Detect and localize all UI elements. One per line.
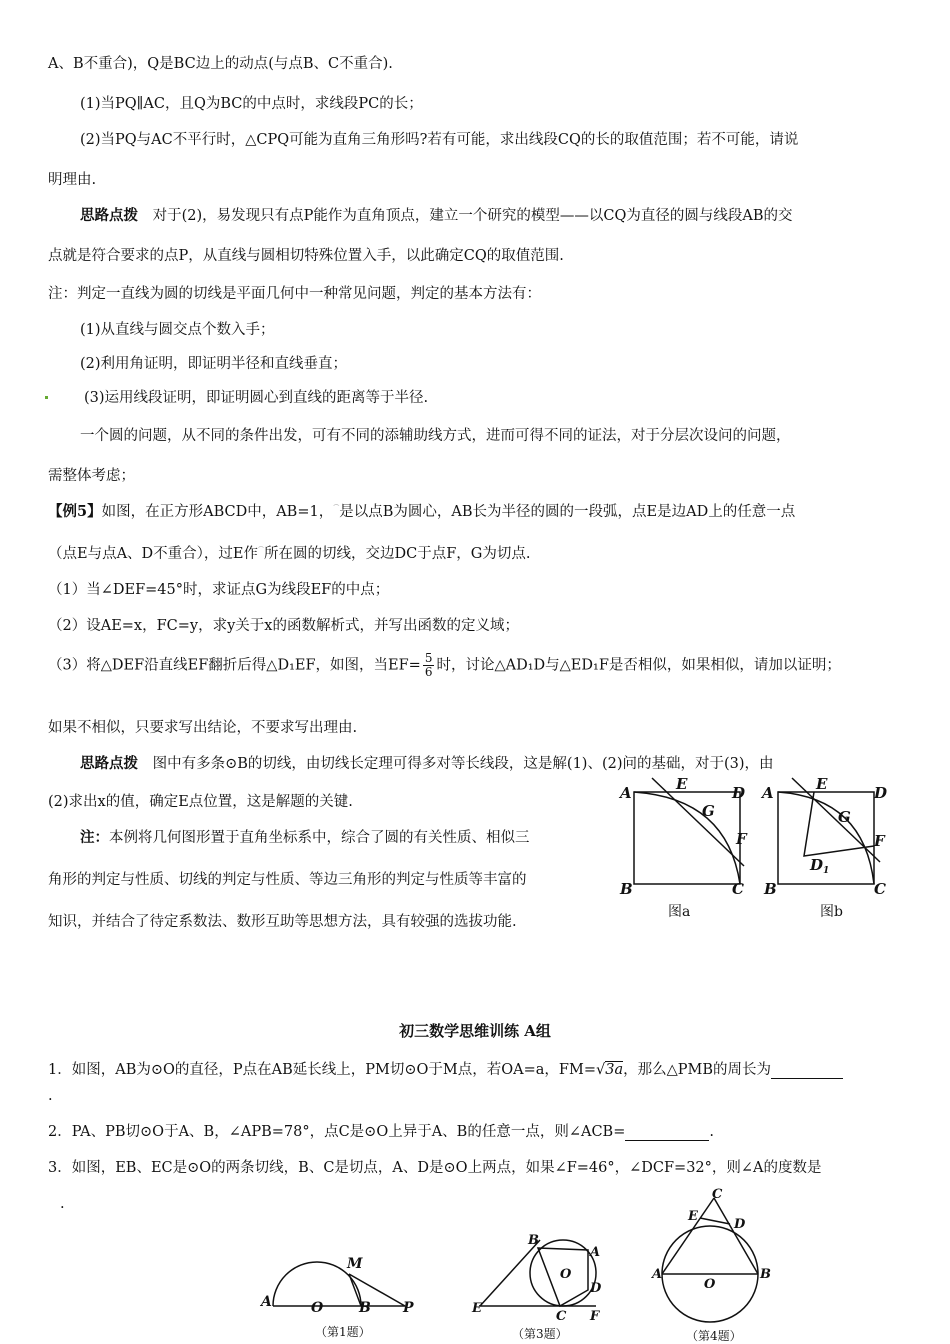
- text-line: 如果不相似，只要求写出结论，不要求写出理由.: [48, 720, 358, 736]
- problem-1: 1．如图，AB为⊙O的直径，P点在AB延长线上，PM切⊙O于M点，若OA=a，FM=√3a，那么△PMB的周长为: [48, 1058, 843, 1079]
- method-item: (3)运用线段证明，即证明圆心到直线的距离等于半径.: [84, 390, 429, 406]
- problem-2: 2．PA、PB切⊙O于A、B，∠APB=78°，点C是⊙O上异于A、B的任意一点，则∠ACB= .: [48, 1124, 714, 1140]
- svg-text:D: D: [590, 1281, 602, 1296]
- figure-a-caption: 图a: [668, 904, 691, 920]
- side-bc: [714, 1198, 758, 1274]
- svg-text:O: O: [560, 1267, 572, 1282]
- tangent-eb: [480, 1240, 540, 1306]
- text-line: （点E与点A、D不重合），过E作⌒所在圆的切线，交边DC于点F，G为切点.: [48, 546, 531, 562]
- svg-text:G: G: [838, 808, 851, 826]
- text-line: 角形的判定与性质、切线的判定与性质、等边三角形的判定与性质等丰富的: [48, 872, 527, 888]
- example-5: 【例5】如图，在正方形ABCD中，AB=1，⌒是以点B为圆心，AB长为半径的圆的一段弧，点E是边AD上的任意一点: [48, 503, 796, 520]
- text-line: 明理由.: [48, 172, 97, 188]
- text-line: A、B不重合)，Q是BC边上的动点(与点B、C不重合).: [48, 56, 393, 72]
- svg-text:O: O: [311, 1300, 324, 1316]
- svg-text:G: G: [702, 802, 715, 820]
- svg-text:A: A: [261, 1294, 272, 1310]
- figure-b-caption: 图b: [820, 904, 843, 920]
- svg-text:D: D: [732, 784, 746, 802]
- svg-text:C: C: [712, 1187, 723, 1202]
- answer-blank: [625, 1124, 709, 1141]
- method-item: (2)利用角证明，即证明半径和直线垂直；: [80, 356, 348, 372]
- sqrt-expression: √3a: [595, 1062, 624, 1078]
- text-line: (2)当PQ与AC不平行时，△CPQ可能为直角三角形吗?若有可能，求出线段CQ的长的取值范围；若不可能，请说: [80, 132, 799, 148]
- figure-square-ab: [612, 770, 902, 930]
- fraction: $\frac{5}{6}$: [424, 651, 433, 679]
- green-mark: [45, 396, 48, 399]
- svg-text:E: E: [676, 775, 688, 793]
- text-line: 一个圆的问题，从不同的条件出发，可有不同的添辅助线方式，进而可得不同的证法，对于分层次设问的问题，: [80, 428, 791, 444]
- svg-text:D: D: [734, 1217, 746, 1232]
- tangent-line: [652, 778, 744, 866]
- svg-text:E: E: [472, 1301, 482, 1316]
- svg-text:A: A: [590, 1245, 601, 1260]
- question-1: （1）当∠DEF=45°时，求证点G为线段EF的中点；: [48, 582, 390, 598]
- svg-text:P: P: [403, 1300, 414, 1316]
- arc-symbol-icon: ⌒: [258, 547, 265, 555]
- arc: [634, 792, 740, 884]
- hint-paragraph: 思路点拨 对于(2)，易发现只有点P能作为直角顶点，建立一个研究的模型——以CQ为直径的圆与线段AB的交: [80, 208, 793, 224]
- figure-problem-1: [255, 1230, 425, 1344]
- svg-text:D: D: [874, 784, 888, 802]
- figure-a: [634, 778, 744, 884]
- figure-problem-3: [468, 1228, 618, 1344]
- hint-label: 思路点拨: [80, 208, 138, 224]
- text-line: 需整体考虑；: [48, 468, 135, 484]
- answer-blank: [771, 1062, 843, 1079]
- example-label: 【例5】: [48, 503, 102, 520]
- svg-text:A: A: [620, 784, 632, 802]
- text-line: .: [60, 1196, 65, 1212]
- svg-text:B: B: [620, 880, 633, 898]
- hint-paragraph: 思路点拨 图中有多条⊙B的切线，由切线长定理可得多对等长线段，这是解(1)、(2)问的基础，对于(3)，由: [80, 756, 774, 772]
- text-line: 注：判定一直线为圆的切线是平面几何中一种常见问题，判定的基本方法有：: [48, 286, 541, 302]
- hint-label: 思路点拨: [80, 756, 138, 772]
- text-line: (2)求出x的值，确定E点位置，这是解题的关键.: [48, 794, 353, 810]
- note-label: 注：: [80, 830, 109, 846]
- question-2: （2）设AE=x，FC=y，求y关于x的函数解析式，并写出函数的定义域；: [48, 618, 519, 634]
- note-paragraph: 注：本例将几何图形置于直角坐标系中，综合了圆的有关性质、相似三: [80, 830, 530, 846]
- svg-text:E: E: [816, 775, 828, 793]
- svg-text:A: A: [652, 1267, 663, 1282]
- method-item: (1)从直线与圆交点个数入手；: [80, 322, 275, 338]
- svg-text:D1: $D_1$: [810, 856, 830, 876]
- svg-text:B: B: [528, 1233, 539, 1248]
- question-3: （3）将△DEF沿直线EF翻折后得△D₁EF，如图，当EF= $\frac{5}{6}$ 时，讨论△AD₁D与△ED₁F是否相似，如果相似，请加以证明；: [48, 651, 841, 679]
- svg-text:A: A: [762, 784, 774, 802]
- caption-problem-3: （第3题）: [512, 1327, 568, 1341]
- caption-problem-1: （第1题）: [315, 1325, 371, 1339]
- svg-text:B: B: [764, 880, 777, 898]
- problem-3: 3．如图，EB、EC是⊙O的两条切线，B、C是切点，A、D是⊙O上两点，如果∠F=46°，∠DCF=32°，则∠A的度数是: [48, 1160, 822, 1176]
- text-line: (1)当PQ∥AC，且Q为BC的中点时，求线段PC的长；: [80, 96, 423, 112]
- text-line: 知识，并结合了待定系数法、数形互助等思想方法，具有较强的选拔功能.: [48, 914, 517, 930]
- svg-text:F: F: [736, 830, 747, 848]
- svg-text:C: C: [556, 1309, 567, 1324]
- svg-text:B: B: [359, 1300, 371, 1316]
- text-line: .: [48, 1088, 53, 1104]
- svg-text:M: M: [347, 1256, 363, 1272]
- text-line: 点就是符合要求的点P，从直线与圆相切特殊位置入手，以此确定CQ的取值范围.: [48, 248, 564, 264]
- svg-text:C: C: [874, 880, 886, 898]
- svg-text:E: E: [688, 1209, 698, 1224]
- svg-text:B: B: [760, 1267, 771, 1282]
- svg-text:O: O: [704, 1277, 716, 1292]
- figure-problem-4: [650, 1186, 790, 1344]
- svg-text:F: F: [874, 832, 885, 850]
- svg-text:C: C: [732, 880, 744, 898]
- arc-symbol-icon: ⌒: [333, 505, 340, 513]
- section-title: 初三数学思维训练 A组: [399, 1022, 551, 1040]
- caption-problem-4: （第4题）: [686, 1329, 742, 1343]
- svg-text:F: F: [590, 1309, 600, 1324]
